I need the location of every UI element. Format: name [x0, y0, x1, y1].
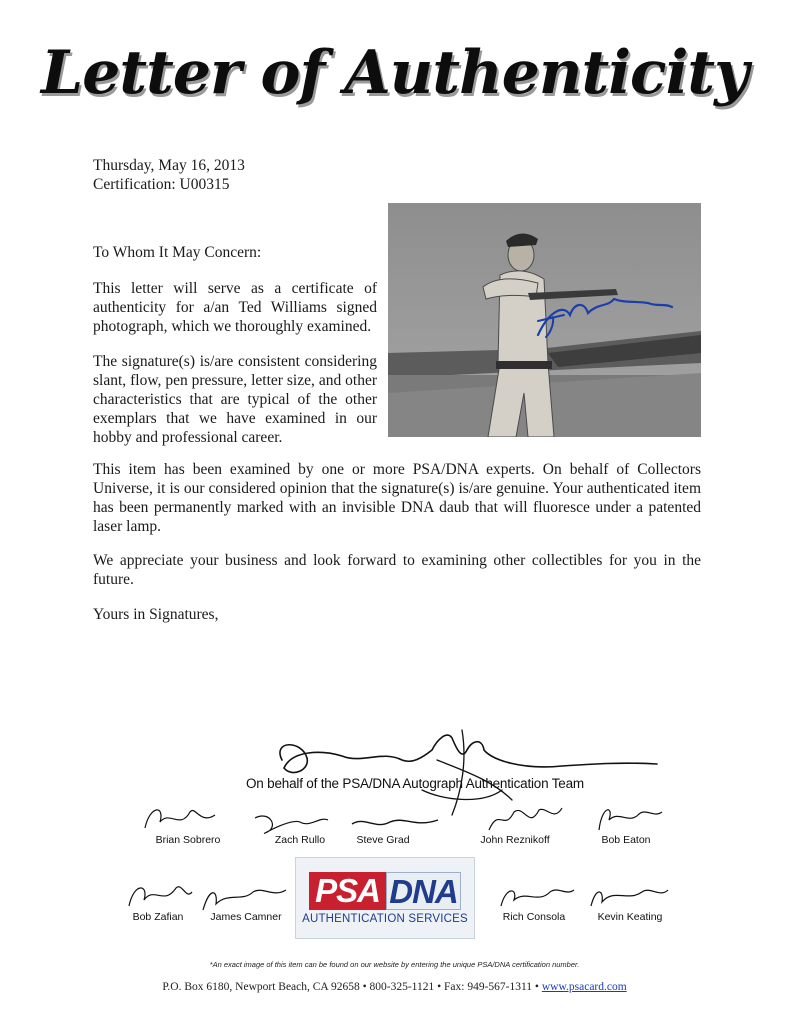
authenticator-name: Rich Consola	[502, 911, 566, 923]
signature-kevin-keating	[586, 880, 670, 912]
letter-date: Thursday, May 16, 2013	[93, 157, 245, 174]
authenticator-name: Steve Grad	[356, 834, 410, 846]
signature-rich-consola	[496, 880, 576, 912]
team-line: On behalf of the PSA/DNA Autograph Authentication Team	[246, 776, 584, 791]
signature-brian-sobrero	[140, 800, 220, 836]
website-link[interactable]: www.psacard.com	[541, 981, 627, 993]
signature-john-reznikoff	[484, 802, 564, 836]
authenticator-name: Bob Eaton	[601, 834, 651, 846]
logo-dna-text: DNA	[386, 872, 461, 910]
disclaimer: *An exact image of this item can be found on our website by entering the unique PSA/DNA certification number.	[209, 960, 580, 969]
signature-steve-grad	[350, 812, 440, 836]
certification-number: Certification: U00315	[93, 176, 230, 193]
authenticator-name: Kevin Keating	[597, 911, 663, 923]
salutation: To Whom It May Concern:	[93, 244, 262, 261]
signed-photograph	[388, 203, 701, 437]
authenticator-name: Zach Rullo	[274, 834, 326, 846]
letter-title: Letter of Authenticity	[41, 38, 748, 108]
signature-bob-zafian	[124, 878, 194, 912]
footer-address: P.O. Box 6180, Newport Beach, CA 92658 • 800-325-1121 • Fax: 949-567-1311 •	[162, 981, 539, 993]
authenticator-name: James Camner	[210, 911, 282, 923]
paragraph-1: This letter will serve as a certificate of authenticity for a/an Ted Williams signed photograph, which we thoroughly examined.	[93, 280, 377, 335]
paragraph-2: The signature(s) is/are consistent considering slant, flow, pen pressure, letter size, and other characteristics that are typical of the other exemplars that we have examined in our hobby and professional career.	[93, 353, 377, 446]
authenticator-name: Brian Sobrero	[155, 834, 221, 846]
authenticator-name: Bob Zafian	[132, 911, 184, 923]
logo-subtitle: AUTHENTICATION SERVICES	[302, 913, 468, 925]
logo-psa-text: PSA	[309, 872, 386, 910]
footer	[0, 981, 789, 993]
letter-meta	[93, 156, 245, 194]
paragraph-3: This item has been examined by one or more PSA/DNA experts. On behalf of Collectors Universe, it is our considered opinion that the signature(s) is/are genuine. Your authenticated item has been permanently marked with an invisible DNA daub that will fluoresce under a patented laser lamp.	[93, 461, 701, 535]
authenticator-name: John Reznikoff	[480, 834, 550, 846]
closing: Yours in Signatures,	[93, 606, 219, 623]
signature-james-camner	[198, 880, 288, 914]
signature-bob-eaton	[594, 800, 664, 836]
paragraph-4: We appreciate your business and look forward to examining other collectibles for you in the future.	[93, 552, 701, 588]
photograph-image	[388, 203, 701, 437]
